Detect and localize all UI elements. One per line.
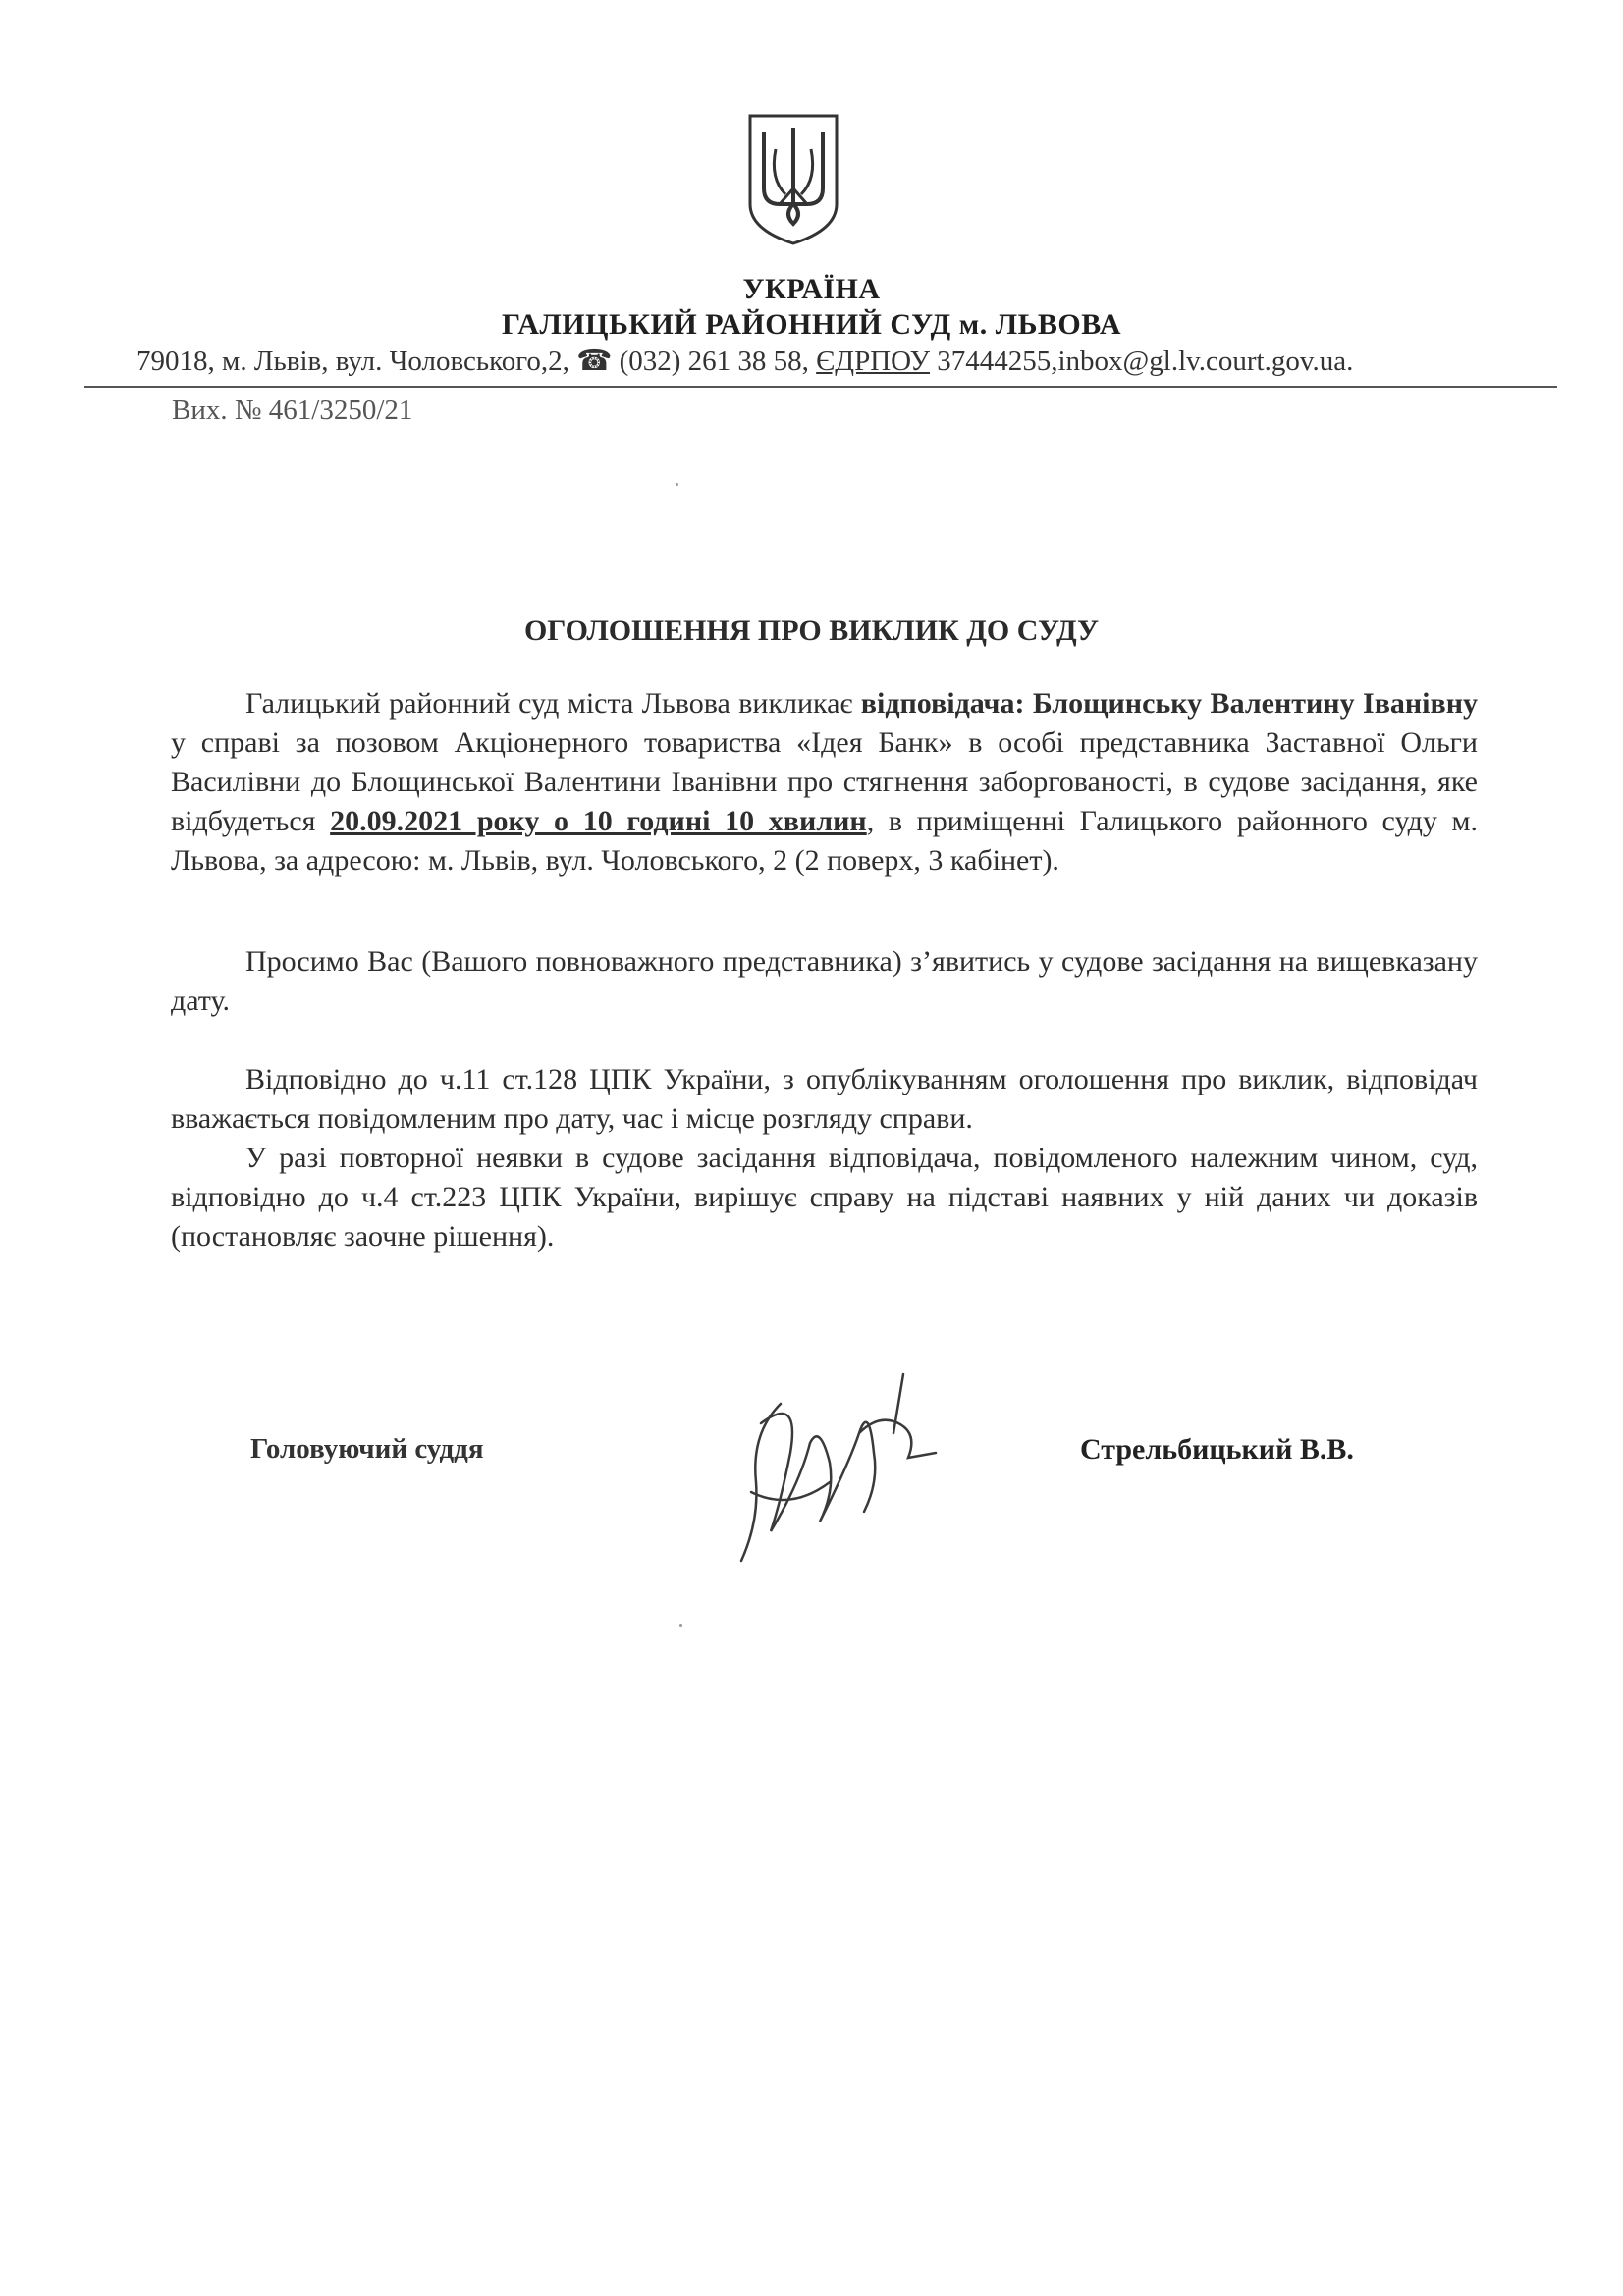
trident-emblem-icon xyxy=(744,110,842,247)
signatory-role: Головуючий суддя xyxy=(250,1433,484,1465)
scan-speck xyxy=(676,483,678,486)
p3-text: Відповідно до ч.11 ст.128 ЦПК України, з опублікуванням оголошення про виклик, відповідач вважається повідомленим про дату, час і місце розгляду справи. xyxy=(171,1063,1478,1135)
court-address-line: 79018, м. Львів, вул. Чоловського,2, ☎ (032) 261 38 58, ЄДРПОУ 37444255,inbox@gl.lv.court.gov.ua. xyxy=(136,346,1354,377)
p1-hearing-date: 20.09.2021 року о 10 годині 10 хвилин xyxy=(330,805,867,837)
edrpou-label: ЄДРПОУ xyxy=(816,346,930,377)
court-heading: ГАЛИЦЬКИЙ РАЙОННИЙ СУД м. ЛЬВОВА xyxy=(501,308,1122,341)
p1-case: у справі за позовом Акціонерного товариства «Ідея Банк» в особі представника Заставної Ольги Василівни до Блощинської Валентини Іванівни про стягнення заборгованості, в судове засідання, яке відбудеться xyxy=(171,726,1478,837)
handwritten-signature xyxy=(712,1364,938,1580)
edrpou-and-email: 37444255,inbox@gl.lv.court.gov.ua. xyxy=(937,346,1354,377)
paragraph-absence xyxy=(171,1139,1478,1256)
p4-text: У разі повторної неявки в судове засідання відповідача, повідомленого належним чином, суд, відповідно до ч.4 ст.223 ЦПК України, вирішує справу на підставі наявних у ній даних чи доказів (постановляє заочне рішення). xyxy=(171,1142,1478,1253)
p1-defendant: відповідача: Блощинську Валентину Іванівну xyxy=(860,687,1478,720)
p2-text: Просимо Вас (Вашого повноважного представника) з’явитись у судове засідання на вищевказану дату. xyxy=(171,945,1478,1017)
paragraph-request xyxy=(171,942,1478,1021)
phone-icon: ☎ xyxy=(576,346,613,377)
signatory-name: Стрельбицький В.В. xyxy=(1080,1433,1354,1466)
p1-location: , в приміщенні Галицького районного суду м. Львова, за адресою: м. Львів, вул. Чоловського, 2 (2 поверх, 3 кабінет). xyxy=(171,805,1478,877)
outgoing-number: Вих. № 461/3250/21 xyxy=(172,395,413,426)
phone-number: (032) 261 38 58 xyxy=(619,346,802,377)
scan-speck xyxy=(679,1624,682,1627)
p1-intro: Галицький районний суд міста Львова викликає xyxy=(245,687,861,720)
header-divider xyxy=(84,386,1557,388)
address-text: 79018, м. Львів, вул. Чоловського,2, xyxy=(136,346,569,377)
paragraph-summons xyxy=(171,684,1478,881)
country-heading: УКРАЇНА xyxy=(742,273,881,305)
paragraph-notification xyxy=(171,1060,1478,1139)
notice-title: ОГОЛОШЕННЯ ПРО ВИКЛИК ДО СУДУ xyxy=(523,614,1100,647)
